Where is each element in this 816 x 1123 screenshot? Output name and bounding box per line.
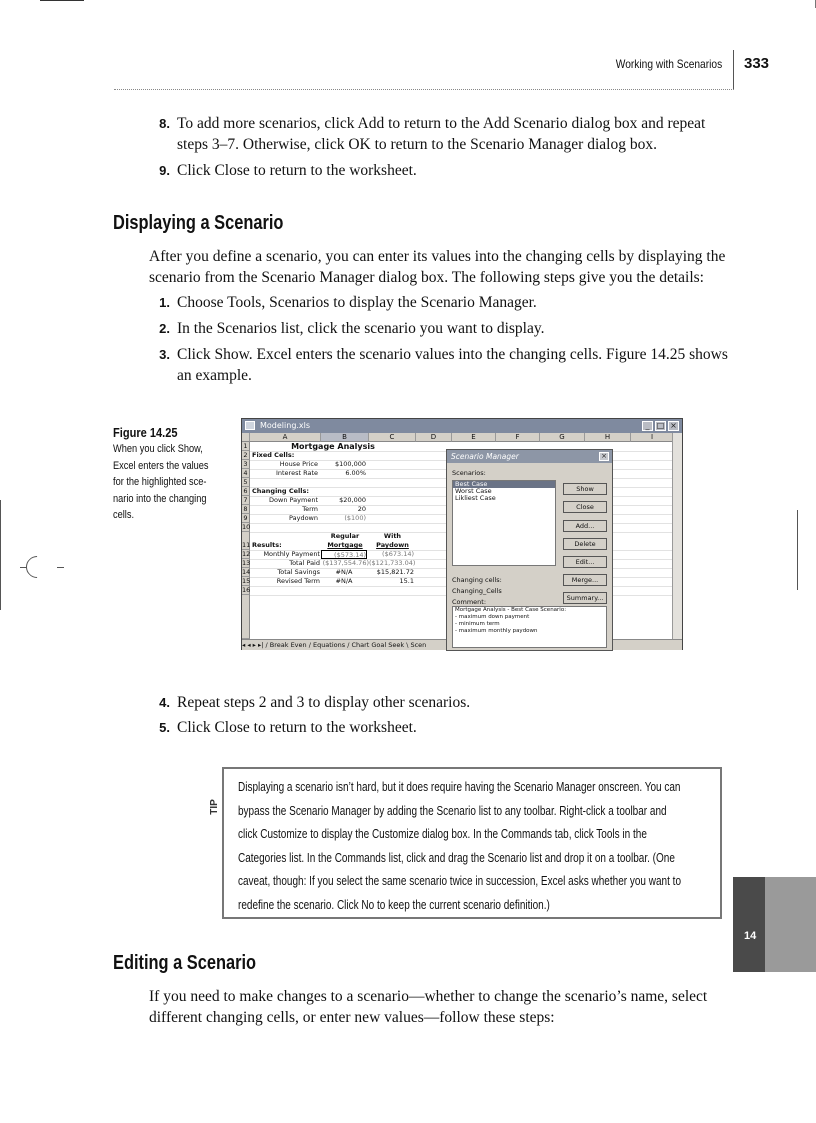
cell[interactable]: Paydown (376, 541, 409, 549)
cell[interactable]: ($137,554.76) (322, 559, 369, 567)
cell[interactable]: Mortgage (327, 541, 363, 549)
step-2: 2. In the Scenarios list, click the scenario you want to display. (159, 320, 545, 337)
vertical-scrollbar[interactable] (672, 433, 682, 639)
cell[interactable]: House Price (279, 460, 318, 468)
section-intro-displaying: After you define a scenario, you can enter its values into the changing cells by displaying the scenario from the Scenario Manager dialog box. The following steps give you the details: (149, 248, 726, 286)
figure-caption: When you click Show, Excel enters the values for the highlighted sce- nario into the changing cells. (113, 443, 209, 521)
active-cell[interactable]: ($573.14) (321, 550, 367, 559)
column-header[interactable]: F (496, 433, 540, 442)
row-header[interactable]: 7 (242, 496, 250, 505)
add-button[interactable]: Add... (563, 520, 607, 532)
row-header[interactable]: 4 (242, 469, 250, 478)
list-item[interactable]: Likliest Case (455, 494, 496, 502)
column-header[interactable]: E (452, 433, 496, 442)
column-header[interactable]: D (416, 433, 452, 442)
comment-label: Comment: (452, 598, 487, 606)
cell[interactable]: ($121,733.04) (369, 559, 416, 567)
tip-text: Displaying a scenario isn’t hard, but it does require having the Scenario Manager onscreen. You can bypass the Scenario Manager by adding the Scenario list to any toolbar. Right-click a toolbar and click Customize to display the Customize dialog box. In the Commands tab, click Tools in the Categories list. In the Commands list, click and drag the Scenario list and drop it on a toolbar. (One caveat, though: If you select the same scenario twice in succession, Excel asks whether you want to redefine the scenario. Click No to keep the current scenario definition.) (238, 780, 682, 912)
minimize-icon[interactable]: _ (642, 421, 653, 431)
changing-cells-label: Changing cells: (452, 576, 502, 584)
cell[interactable]: Total Savings (277, 568, 320, 576)
window-title: Modeling.xls (260, 421, 311, 430)
figure-label: Figure 14.25 (113, 425, 178, 440)
sheet-title[interactable]: Mortgage Analysis (291, 442, 375, 451)
cell[interactable]: With (383, 532, 402, 540)
row-header[interactable]: 1 (242, 442, 250, 451)
column-header[interactable]: G (540, 433, 585, 442)
cell[interactable]: $100,000 (334, 460, 366, 468)
row-header[interactable]: 12 (242, 550, 251, 558)
cell[interactable]: 15.1 (399, 577, 414, 585)
running-header-title: Working with Scenarios (615, 57, 722, 71)
row-header[interactable]: 16 (242, 586, 251, 594)
dialog-titlebar: Scenario Manager (447, 450, 612, 463)
column-header[interactable]: A (250, 433, 321, 442)
close-icon[interactable]: × (668, 421, 679, 431)
chapter-number: 14 (744, 930, 757, 942)
cell[interactable]: Revised Term (276, 577, 320, 585)
section-heading-editing: Editing a Scenario (113, 952, 257, 974)
cell[interactable]: Results: (252, 541, 282, 549)
cell[interactable]: Total Paid (289, 559, 320, 567)
crop-mark-left (0, 500, 1, 610)
chapter-thumb-tab (733, 877, 816, 972)
column-header[interactable]: H (585, 433, 631, 442)
crop-tick-left (20, 567, 27, 568)
cell[interactable]: 6.00% (345, 469, 366, 477)
row-header-blank (242, 595, 250, 639)
show-button[interactable]: Show (563, 483, 607, 495)
row-header[interactable]: 8 (242, 505, 250, 514)
close-button[interactable]: Close (563, 501, 607, 513)
row-header[interactable]: 9 (242, 514, 250, 523)
page-number: 333 (744, 55, 770, 72)
cell[interactable]: ($673.14) (382, 550, 414, 558)
row-header[interactable]: 11 (242, 532, 250, 550)
cell[interactable]: Monthly Payment (263, 550, 320, 558)
edit-button[interactable]: Edit... (563, 556, 607, 568)
merge-button[interactable]: Merge... (563, 574, 607, 586)
cell[interactable]: $20,000 (339, 496, 366, 504)
tip-icon (211, 787, 223, 827)
changing-cells-value: Changing_Cells (452, 587, 502, 595)
summary-button[interactable]: Summary... (563, 592, 607, 604)
cell[interactable]: $15,821.72 (376, 568, 414, 576)
cell[interactable]: ($100) (344, 514, 366, 522)
cell[interactable]: Down Payment (269, 496, 318, 504)
row-header[interactable]: 5 (242, 478, 250, 487)
cell[interactable]: Term (302, 505, 318, 513)
cell[interactable]: 20 (357, 505, 366, 513)
row-header[interactable]: 6 (242, 487, 250, 496)
cell[interactable]: Fixed Cells: (252, 451, 295, 459)
window-titlebar (242, 419, 682, 433)
row-header[interactable]: 13 (242, 559, 251, 567)
delete-button[interactable]: Delete (563, 538, 607, 550)
comment-box: Mortgage Analysis - Best Case Scenario: - maximum down payment - minimum term - maximum monthly paydown (452, 606, 607, 648)
step-3: 3. Click Show. Excel enters the scenario values into the changing cells. Figure 14.25 shows an example. (159, 346, 728, 384)
scenarios-label: Scenarios: (452, 469, 486, 477)
cell[interactable]: #N/A (335, 577, 353, 585)
list-item[interactable]: Best Case (453, 481, 555, 488)
step-9: 9. Click Close to return to the worksheet. (159, 162, 417, 179)
cell[interactable]: Interest Rate (275, 469, 318, 477)
section-heading-displaying: Displaying a Scenario (113, 212, 284, 234)
header-rule (114, 89, 734, 90)
crop-tick-right (57, 567, 64, 568)
column-header[interactable]: B (321, 433, 369, 442)
tip-label (211, 787, 223, 832)
corner-mark (811, 0, 816, 8)
column-header[interactable]: C (369, 433, 416, 442)
cell[interactable]: Changing Cells: (252, 487, 309, 495)
list-item[interactable]: Worst Case (455, 487, 492, 495)
maximize-icon[interactable]: □ (656, 421, 665, 430)
step-8: 8. To add more scenarios, click Add to return to the Add Scenario dialog box and repeat steps 3–7. Otherwise, click OK to return to the Scenario Manager dialog box. (159, 115, 706, 153)
svg-text:TIP: TIP (209, 799, 220, 815)
section-intro-editing: If you need to make changes to a scenario—whether to change the scenario’s name, select different changing cells, or enter new values—follow these steps: (149, 988, 708, 1026)
step-4: 4. Repeat steps 2 and 3 to display other scenarios. (159, 694, 471, 711)
top-crop-line (40, 0, 84, 1)
header-divider (733, 50, 734, 90)
column-header[interactable]: I (631, 433, 674, 442)
select-all-corner[interactable] (242, 433, 250, 442)
dialog-close-icon[interactable]: × (599, 452, 609, 461)
step-1: 1. Choose Tools, Scenarios to display the Scenario Manager. (159, 294, 537, 311)
row-header[interactable]: 10 (242, 523, 251, 531)
cell[interactable]: Regular (330, 532, 360, 540)
row-header[interactable]: 14 (242, 568, 251, 576)
row-header[interactable]: 15 (242, 577, 251, 585)
crop-mark-right (797, 510, 798, 590)
cell[interactable]: Paydown (289, 514, 318, 522)
scenarios-list[interactable] (452, 480, 556, 566)
step-5: 5. Click Close to return to the worksheet. (159, 719, 417, 736)
row-header[interactable]: 3 (242, 460, 250, 469)
scenario-manager-dialog (446, 449, 613, 651)
excel-icon (245, 421, 255, 430)
sheet-tabs[interactable]: ◂ ◂ ▸ ▸| / Break Even / Equations / Chart Goal Seek \ Scen (242, 639, 682, 650)
row-header[interactable]: 2 (242, 451, 250, 460)
cell[interactable]: #N/A (335, 568, 353, 576)
